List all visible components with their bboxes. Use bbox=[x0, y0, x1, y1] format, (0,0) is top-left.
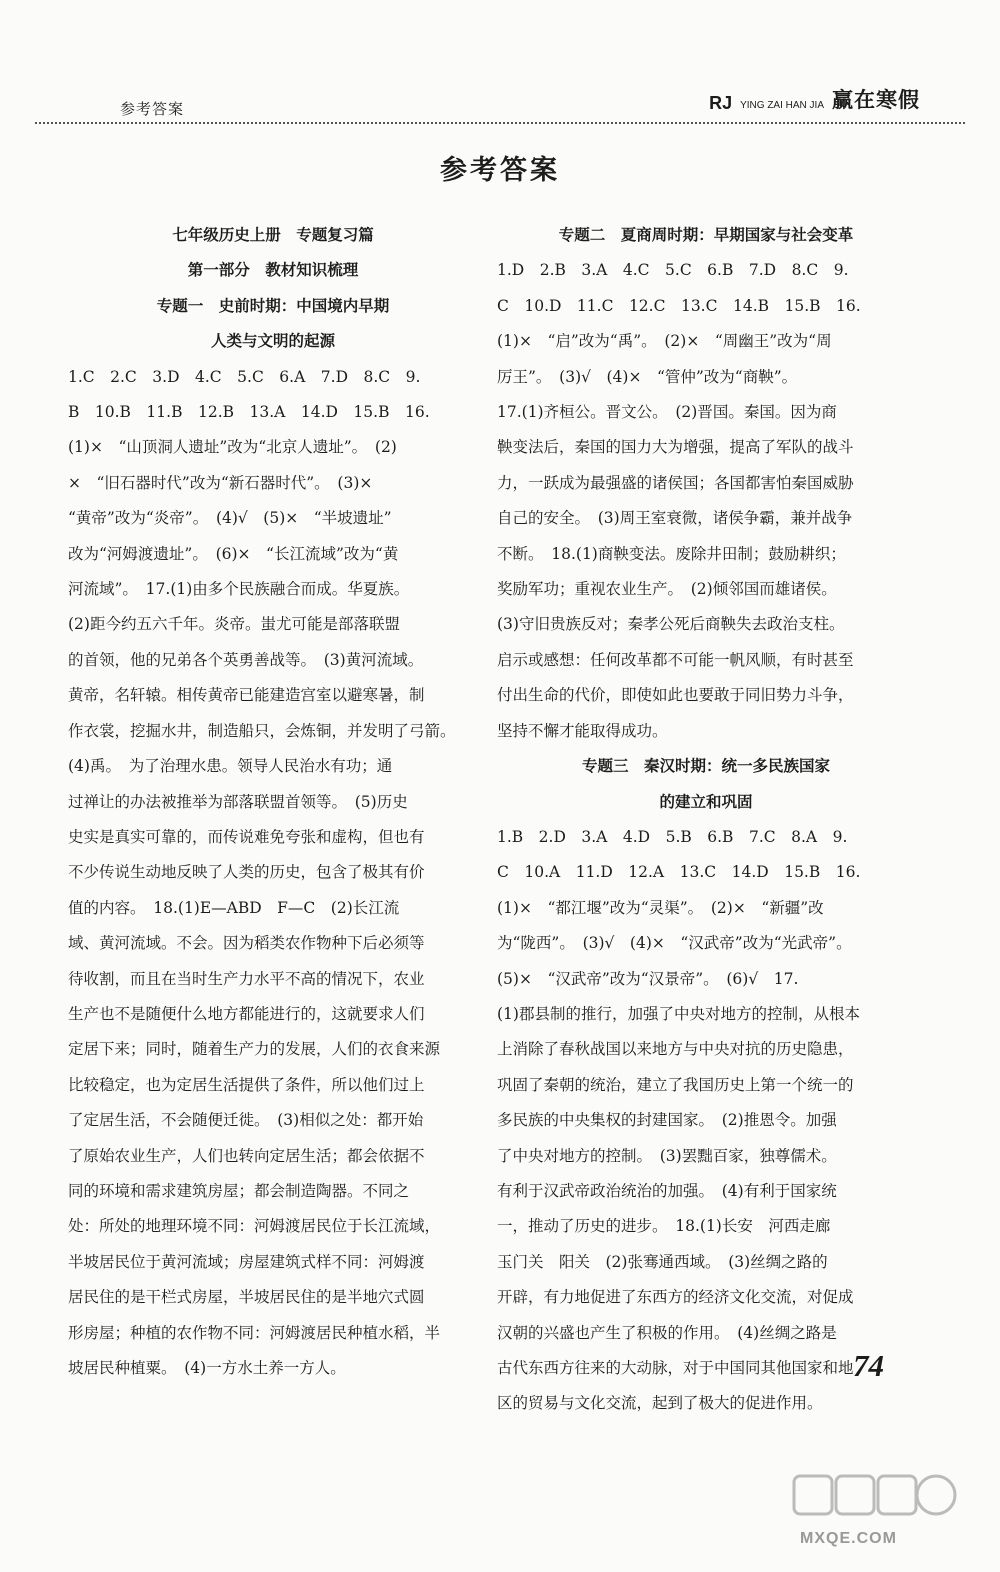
right-column-line: 区的贸易与文化交流，起到了极大的促进作用。 bbox=[497, 1394, 823, 1413]
right-column-line: 自己的安全。 (3)周王室衰微，诸侯争霸，兼并战争 bbox=[497, 509, 853, 528]
right-column-line: (1)郡县制的推行，加强了中央对地方的控制，从根本 bbox=[497, 1004, 860, 1023]
right-column-line: 有利于汉武帝政治统治的加强。 (4)有利于国家统 bbox=[497, 1181, 837, 1200]
left-column-line: 了定居生活，不会随便迁徙。 (3)相似之处：都开始 bbox=[68, 1111, 424, 1130]
left-column-line: (2)距今约五六千年。炎帝。蚩尤可能是部落联盟 bbox=[68, 615, 400, 634]
left-column-line: 史实是真实可靠的，而传说难免夸张和虚构，但也有 bbox=[68, 827, 425, 846]
right-column-line: 玉门关 阳关 (2)张骞通西域。 (3)丝绸之路的 bbox=[497, 1252, 828, 1271]
brand-rj: RJ bbox=[709, 93, 733, 113]
header-brand bbox=[709, 84, 920, 114]
left-column-line: B 10.B 11.B 12.B 13.A 14.D 15.B 16. bbox=[68, 403, 430, 422]
right-column-heading: 专题三 秦汉时期：统一多民族国家 bbox=[581, 757, 830, 776]
right-column-line: 不断。 18.(1)商鞅变法。废除井田制；鼓励耕织； bbox=[497, 544, 846, 563]
page-title: 参考答案 bbox=[440, 155, 560, 186]
right-column-line: 多民族的中央集权的封建国家。 (2)推恩令。加强 bbox=[497, 1111, 837, 1130]
right-column-line: 1.D 2.B 3.A 4.C 5.C 6.B 7.D 8.C 9. bbox=[497, 261, 849, 280]
left-column-line: × “旧石器时代”改为“新石器时代”。 (3)× bbox=[68, 473, 373, 492]
left-column-line: 形房屋；种植的农作物不同：河姆渡居民种植水稻，半 bbox=[68, 1323, 441, 1342]
right-column-line: (1)× “启”改为“禹”。 (2)× “周幽王”改为“周 bbox=[497, 332, 832, 351]
left-column-line: 值的内容。 18.(1)E—ABD F—C (2)长江流 bbox=[68, 898, 400, 917]
right-column-line: 厉王”。 (3)√ (4)× “管仲”改为“商鞅”。 bbox=[497, 367, 798, 386]
watermark-text: MXQE.COM bbox=[800, 1530, 897, 1547]
right-column-line: 奖励军功；重视农业生产。 (2)倾邻国而雄诸侯。 bbox=[497, 580, 837, 599]
right-column-line: 一，推动了历史的进步。 18.(1)长安 河西走廊 bbox=[497, 1217, 831, 1236]
right-column-line: 汉朝的兴盛也产生了积极的作用。 (4)丝绸之路是 bbox=[497, 1323, 837, 1342]
left-column-line: 黄帝，名轩辕。相传黄帝已能建造宫室以避寒暑，制 bbox=[68, 686, 425, 705]
right-column-heading: 专题二 夏商周时期：早期国家与社会变革 bbox=[558, 226, 854, 244]
right-column-line: 17.(1)齐桓公。晋文公。 (2)晋国。秦国。因为商 bbox=[497, 403, 837, 422]
left-column-line: 1.C 2.C 3.D 4.C 5.C 6.A 7.D 8.C 9. bbox=[68, 367, 421, 386]
left-column-line: “黄帝”改为“炎帝”。 (4)√ (5)× “半坡遗址” bbox=[68, 509, 392, 528]
left-column-line: (1)× “山顶洞人遗址”改为“北京人遗址”。 (2) bbox=[68, 438, 397, 457]
left-answer-column bbox=[68, 218, 478, 1386]
right-column-line: (3)守旧贵族反对；秦孝公死后商鞅失去政治支柱。 bbox=[497, 615, 845, 634]
right-column-line: (1)× “都江堰”改为“灵渠”。 (2)× “新疆”改 bbox=[497, 898, 824, 917]
left-column-line: 定居下来；同时，随着生产力的发展，人们的衣食来源 bbox=[68, 1040, 441, 1059]
left-column-line: 河流域”。 17.(1)由多个民族融合而成。华夏族。 bbox=[68, 580, 410, 599]
left-column-line: 同的环境和需求建筑房屋；都会制造陶器。不同之 bbox=[68, 1181, 410, 1200]
left-column-line: 作衣裳，挖掘水井，制造船只，会炼铜，并发明了弓箭。 bbox=[68, 721, 456, 740]
right-column-line: 鞅变法后，秦国的国力大为增强，提高了军队的战斗 bbox=[497, 438, 854, 457]
left-column-line: 坡居民种植粟。 (4)一方水土养一方人。 bbox=[68, 1359, 346, 1377]
left-column-heading: 七年级历史上册 专题复习篇 bbox=[172, 226, 374, 244]
left-column-line: 过禅让的办法被推举为部落联盟首领等。 (5)历史 bbox=[68, 792, 408, 811]
page-number: 74 bbox=[853, 1348, 884, 1383]
right-column-line: 坚持不懈才能取得成功。 bbox=[497, 721, 668, 740]
right-column-line: 古代东西方往来的大动脉，对于中国同其他国家和地 bbox=[497, 1359, 854, 1377]
left-column-line: 的首领，他的兄弟各个英勇善战等。 (3)黄河流域。 bbox=[68, 650, 424, 669]
right-column-line: 启示或感想：任何改革都不可能一帆风顺，有时甚至 bbox=[497, 650, 854, 669]
right-column-line: 为“陇西”。 (3)√ (4)× “汉武帝”改为“光武帝”。 bbox=[497, 934, 852, 953]
brand-pinyin: YING ZAI HAN JIA bbox=[740, 100, 824, 111]
left-column-line: 不少传说生动地反映了人类的历史，包含了极其有价 bbox=[68, 863, 425, 882]
right-answer-column bbox=[497, 218, 915, 1422]
header-section-label: 参考答案 bbox=[120, 100, 185, 118]
left-column-heading: 人类与文明的起源 bbox=[210, 332, 335, 351]
left-column-line: 半坡居民位于黄河流域；房屋建筑式样不同：河姆渡 bbox=[68, 1252, 425, 1271]
right-column-line: C 10.D 11.C 12.C 13.C 14.B 15.B 16. bbox=[497, 296, 861, 315]
right-column-line: 1.B 2.D 3.A 4.D 5.B 6.B 7.C 8.A 9. bbox=[497, 827, 848, 846]
left-column-line: 了原始农业生产，人们也转向定居生活；都会依据不 bbox=[68, 1146, 425, 1165]
right-column-line: 上消除了春秋战国以来地方与中央对抗的历史隐患， bbox=[497, 1040, 854, 1059]
brand-title: 赢在寒假 bbox=[832, 88, 920, 112]
left-column-line: (4)禹。 为了治理水患。领导人民治水有功；通 bbox=[68, 757, 393, 776]
right-column-line: 开辟，有力地促进了东西方的经济文化交流，对促成 bbox=[497, 1288, 854, 1307]
right-column-heading: 的建立和巩固 bbox=[659, 792, 753, 811]
left-column-line: 比较稳定，也为定居生活提供了条件，所以他们过上 bbox=[68, 1075, 425, 1094]
left-column-heading: 专题一 史前时期：中国境内早期 bbox=[156, 296, 390, 315]
left-column-line: 居民住的是干栏式房屋，半坡居民住的是半地穴式圆 bbox=[68, 1288, 425, 1307]
left-column-line: 处：所处的地理环境不同：河姆渡居民位于长江流域， bbox=[68, 1217, 441, 1236]
left-column-heading: 第一部分 教材知识梳理 bbox=[187, 261, 359, 280]
right-column-line: (5)× “汉武帝”改为“汉景帝”。 (6)√ 17. bbox=[497, 969, 799, 988]
left-column-line: 改为“河姆渡遗址”。 (6)× “长江流域”改为“黄 bbox=[68, 544, 399, 563]
right-column-line: C 10.A 11.D 12.A 13.C 14.D 15.B 16. bbox=[497, 863, 861, 882]
left-column-line: 生产也不是随便什么地方都能进行的，这就要求人们 bbox=[68, 1004, 425, 1023]
right-column-line: 巩固了秦朝的统治，建立了我国历史上第一个统一的 bbox=[497, 1075, 854, 1094]
header-divider bbox=[35, 122, 965, 124]
right-column-line: 付出生命的代价，即使如此也要敢于同旧势力斗争， bbox=[497, 686, 854, 705]
right-column-line: 了中央对地方的控制。 (3)罢黜百家，独尊儒术。 bbox=[497, 1146, 837, 1165]
left-column-line: 域、黄河流域。不会。因为稻类农作物种下后必须等 bbox=[68, 934, 425, 953]
left-column-line: 待收割，而且在当时生产力水平不高的情况下，农业 bbox=[68, 969, 425, 988]
right-column-line: 力，一跃成为最强盛的诸侯国；各国都害怕秦国威胁 bbox=[497, 473, 854, 492]
